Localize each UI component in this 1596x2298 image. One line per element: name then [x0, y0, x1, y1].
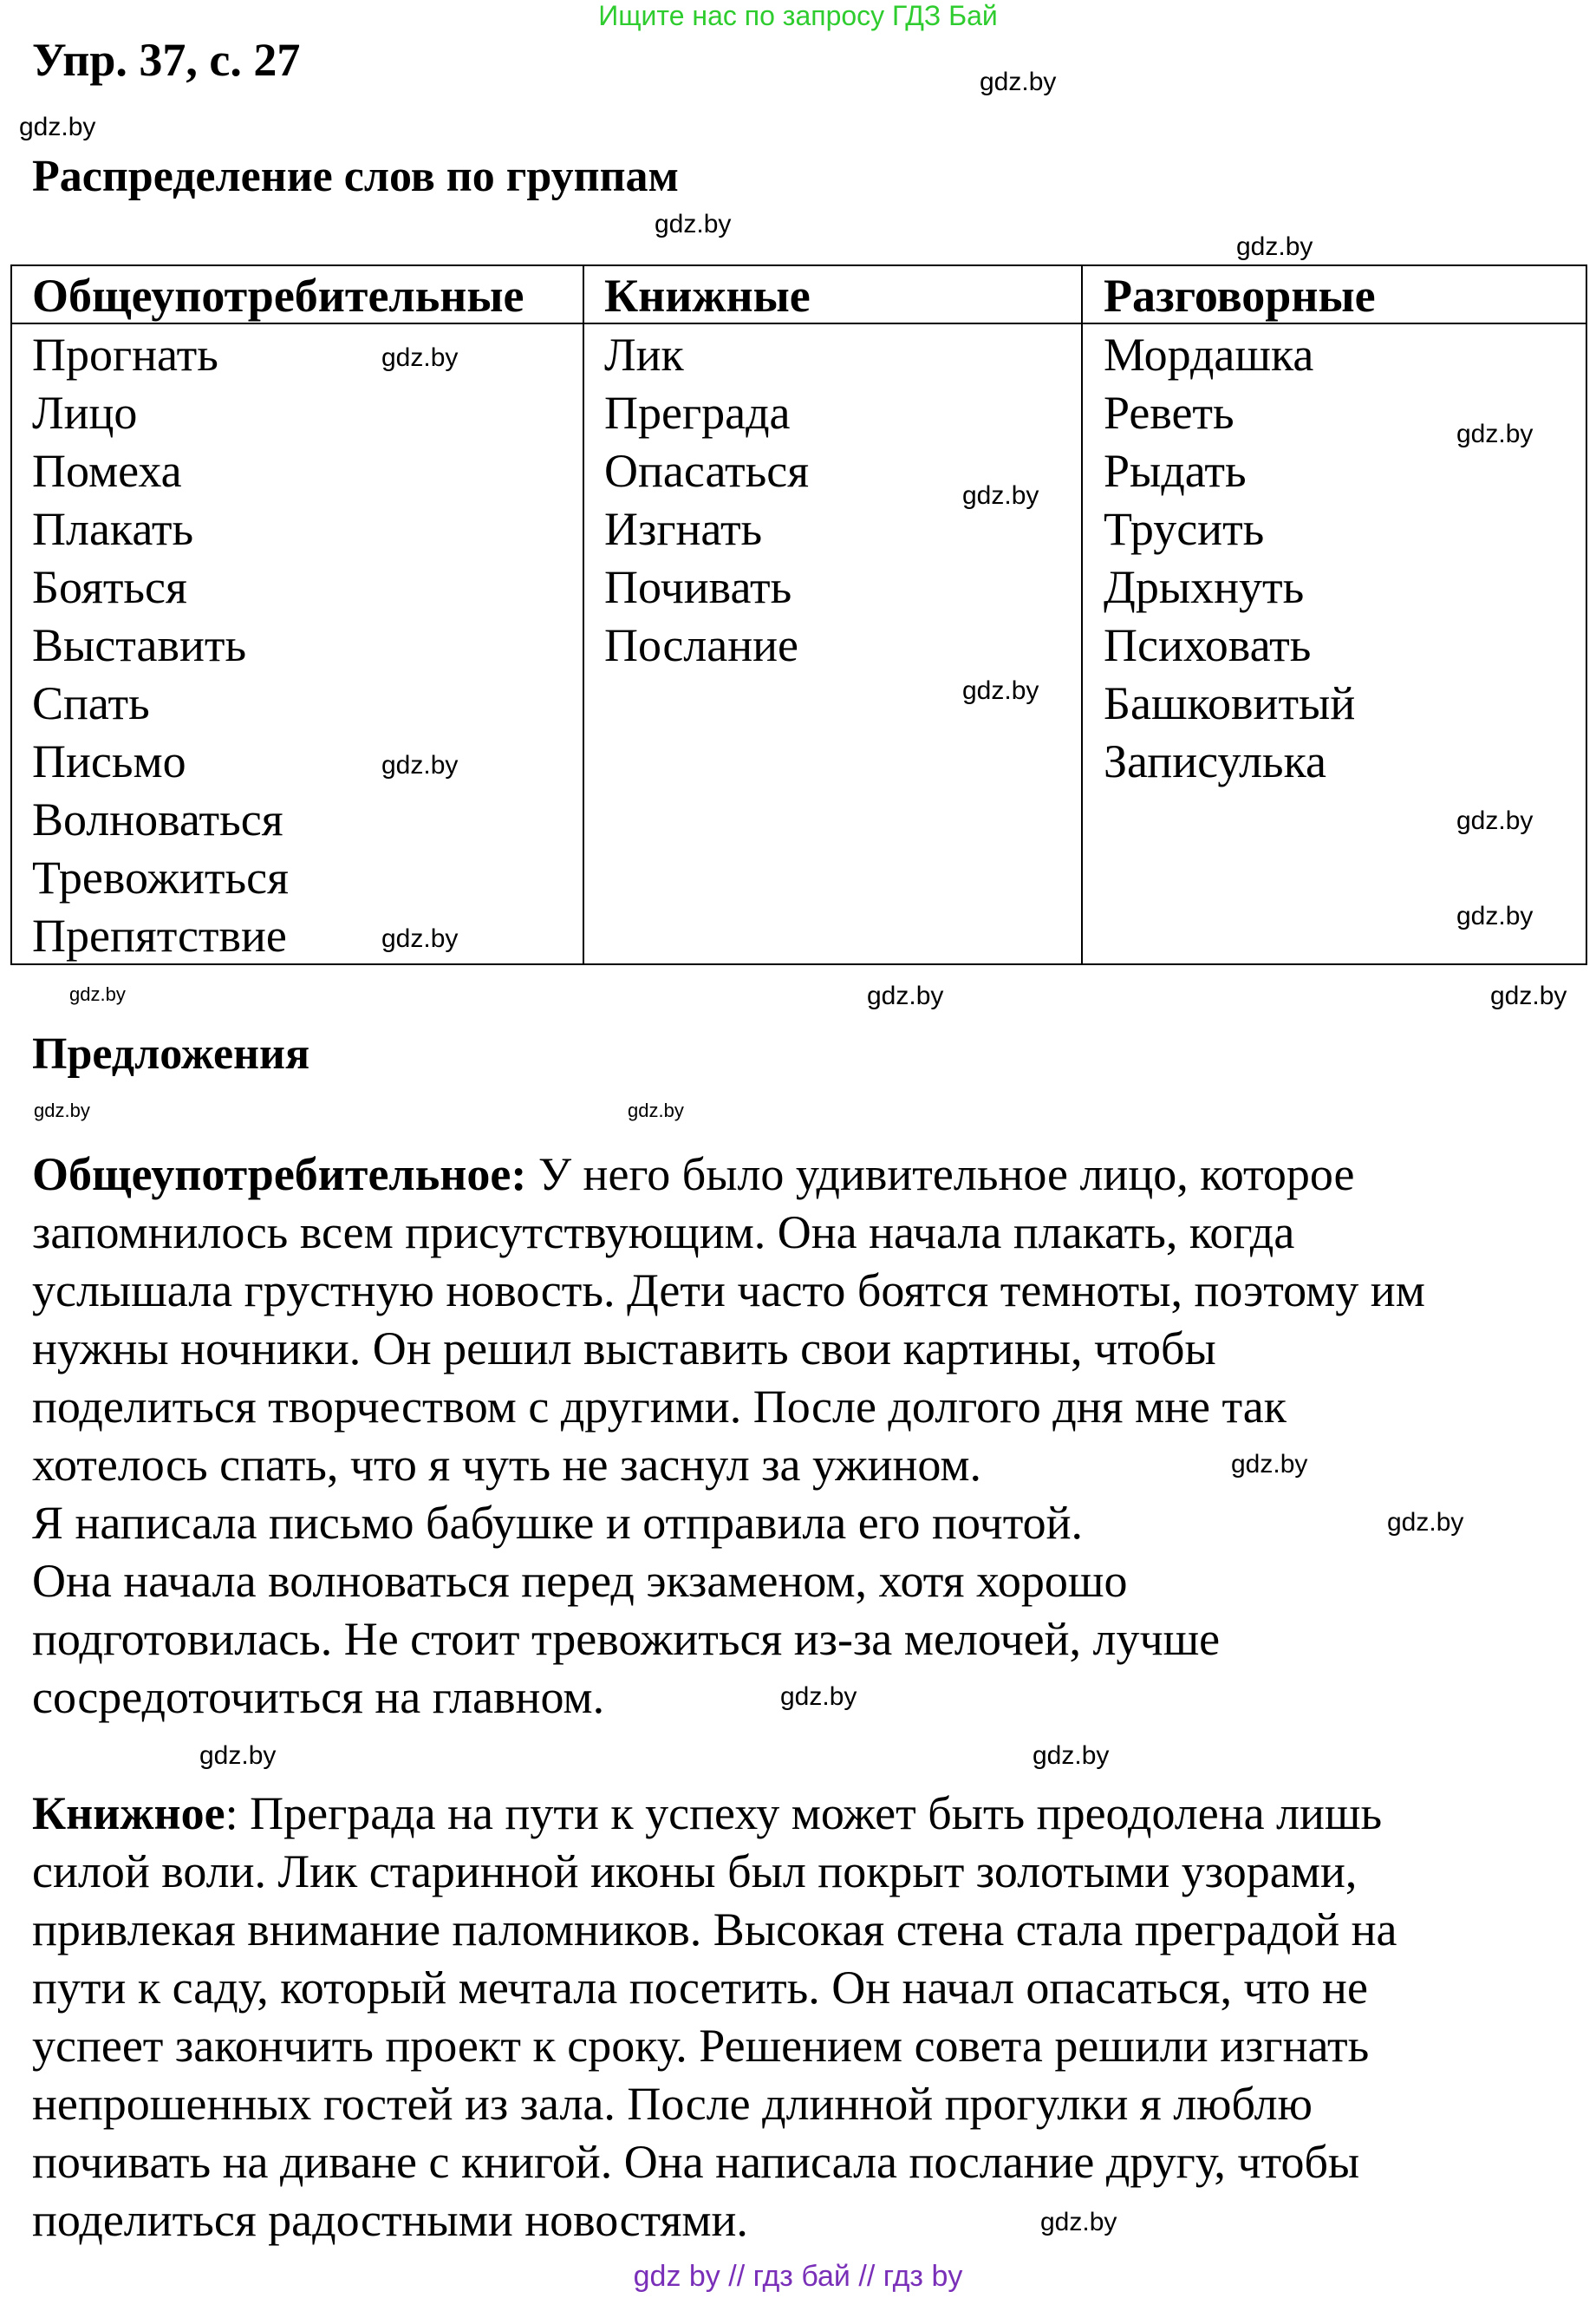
top-banner-link[interactable]: Ищите нас по запросу ГДЗ Бай — [598, 0, 998, 31]
paragraph-line: сосредоточиться на главном. — [32, 1671, 605, 1723]
watermark: gdz.by — [1236, 232, 1313, 261]
header-divider — [12, 323, 1586, 324]
paragraph-line: силой воли. Лик старинной иконы был покрыт золотыми узорами, — [32, 1845, 1358, 1897]
paragraph-bookish — [32, 1785, 1397, 2249]
word: Выставить — [32, 619, 247, 671]
word: Реветь — [1104, 387, 1234, 439]
watermark: gdz.by — [34, 1100, 90, 1121]
watermark: gdz.by — [381, 924, 459, 953]
word: Помеха — [32, 445, 182, 497]
paragraph-line: поделиться творчеством с другими. После долгого дня мне так — [32, 1381, 1287, 1433]
word: Трусить — [1104, 503, 1265, 555]
word: Мордашка — [1104, 329, 1314, 381]
watermark: gdz.by — [1490, 982, 1567, 1010]
word: Лик — [604, 329, 684, 381]
watermark: gdz.by — [980, 68, 1057, 96]
watermark: gdz.by — [867, 982, 944, 1010]
watermark: gdz.by — [1456, 806, 1534, 835]
word: Рыдать — [1104, 445, 1247, 497]
paragraph-line: : Преграда на пути к успеху может быть преодолена лишь — [225, 1787, 1383, 1839]
column-header-colloquial: Разговорные — [1104, 270, 1376, 322]
paragraph-line: Я написала письмо бабушке и отправила его почтой. — [32, 1497, 1083, 1549]
word: Препятствие — [32, 910, 287, 962]
watermark: gdz.by — [1040, 2208, 1117, 2236]
word: Спать — [32, 677, 150, 729]
word: Письмо — [32, 735, 186, 787]
paragraph-line: почивать на диване с книгой. Она написала послание другу, чтобы — [32, 2136, 1360, 2188]
column-divider — [1081, 266, 1083, 963]
word: Почивать — [604, 561, 792, 613]
paragraph-common — [32, 1146, 1425, 1727]
watermark: gdz.by — [962, 676, 1039, 705]
common-words-list — [32, 326, 289, 965]
exercise-title: Упр. 37, с. 27 — [32, 34, 301, 86]
watermark: gdz.by — [1033, 1741, 1110, 1770]
paragraph-line: запомнилось всем присутствующим. Она начала плакать, когда — [32, 1206, 1295, 1258]
paragraph-label: Книжное — [32, 1787, 225, 1839]
paragraph-line: У него было удивительное лицо, которое — [526, 1148, 1355, 1200]
word-groups-table — [10, 264, 1587, 965]
watermark: gdz.by — [628, 1100, 684, 1121]
paragraph-line: непрошенных гостей из зала. После длинной прогулки я люблю — [32, 2078, 1313, 2130]
colloquial-words-list — [1104, 326, 1355, 791]
footer-link[interactable]: gdz by // гдз бай // гдз by — [633, 2260, 963, 2293]
word: Лицо — [32, 387, 138, 439]
watermark: gdz.by — [381, 343, 459, 372]
word: Записулька — [1104, 735, 1326, 787]
watermark: gdz.by — [1387, 1508, 1464, 1537]
table-heading: Распределение слов по группам — [32, 152, 679, 201]
paragraph-line: Она начала волноваться перед экзаменом, хотя хорошо — [32, 1555, 1128, 1607]
watermark: gdz.by — [381, 751, 459, 780]
paragraph-line: привлекая внимание паломников. Высокая стена стала преградой на — [32, 1903, 1397, 1955]
word: Плакать — [32, 503, 194, 555]
word: Опасаться — [604, 445, 810, 497]
watermark: gdz.by — [780, 1682, 857, 1711]
column-divider — [583, 266, 584, 963]
paragraph-line: пути к саду, который мечтала посетить. Он начал опасаться, что не — [32, 1962, 1368, 2014]
word: Тревожиться — [32, 852, 289, 904]
word: Прогнать — [32, 329, 218, 381]
watermark: gdz.by — [1456, 420, 1534, 448]
paragraph-label: Общеупотребительное: — [32, 1148, 527, 1200]
column-header-bookish: Книжные — [604, 270, 811, 322]
paragraph-line: поделиться радостными новостями. — [32, 2194, 748, 2246]
bookish-words-list — [604, 326, 809, 675]
watermark: gdz.by — [1231, 1450, 1308, 1479]
word: Преграда — [604, 387, 791, 439]
paragraph-line: подготовилась. Не стоит тревожиться из-за мелочей, лучше — [32, 1613, 1221, 1665]
word: Волноваться — [32, 793, 283, 845]
watermark: gdz.by — [1456, 902, 1534, 930]
watermark: gdz.by — [69, 983, 126, 1005]
word: Психовать — [1104, 619, 1312, 671]
watermark: gdz.by — [19, 113, 96, 141]
word: Дрыхнуть — [1104, 561, 1305, 613]
sentences-section-title: Предложения — [32, 1029, 310, 1079]
column-header-common: Общеупотребительные — [32, 270, 524, 322]
word: Башковитый — [1104, 677, 1356, 729]
paragraph-line: услышала грустную новость. Дети часто боятся темноты, поэтому им — [32, 1264, 1425, 1316]
word: Бояться — [32, 561, 187, 613]
watermark: gdz.by — [199, 1741, 277, 1770]
watermark: gdz.by — [962, 481, 1039, 510]
word: Изгнать — [604, 503, 763, 555]
word: Послание — [604, 619, 798, 671]
paragraph-line: успеет закончить проект к сроку. Решением совета решили изгнать — [32, 2020, 1370, 2072]
watermark: gdz.by — [655, 210, 732, 238]
paragraph-line: хотелось спать, что я чуть не заснул за ужином. — [32, 1439, 982, 1491]
paragraph-line: нужны ночники. Он решил выставить свои картины, чтобы — [32, 1322, 1216, 1374]
